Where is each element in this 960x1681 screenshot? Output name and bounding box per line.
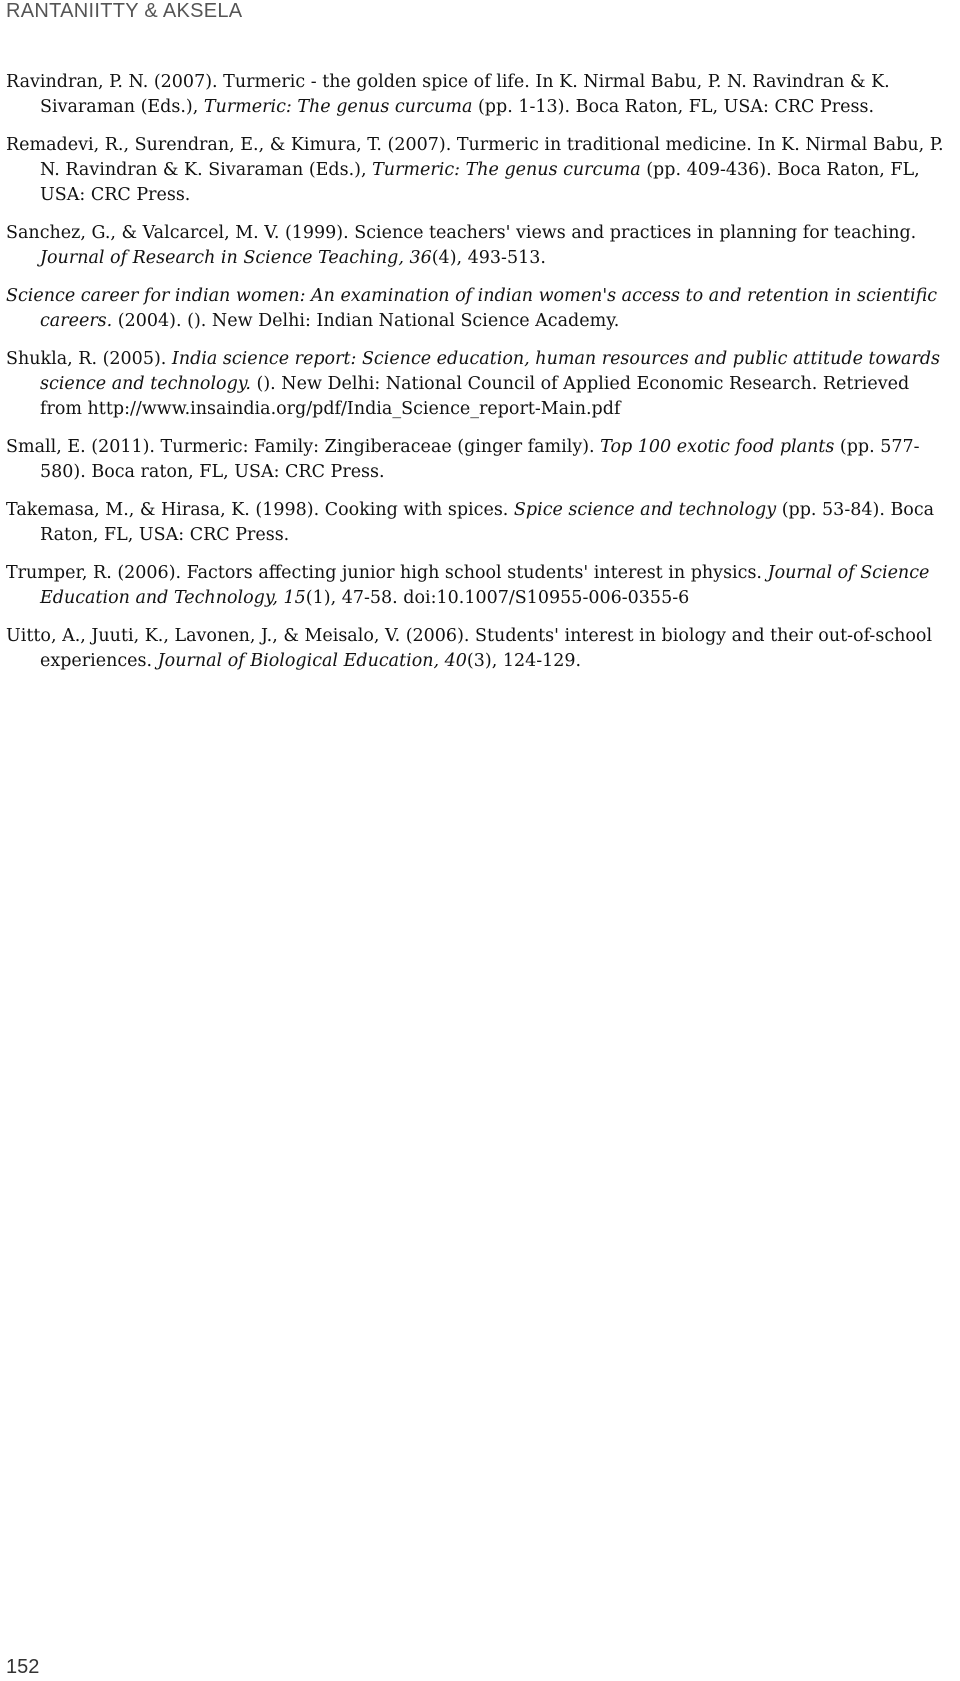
reference-entry	[6, 70, 956, 120]
reference-title: Journal of Research in Science Teaching, 36	[40, 248, 432, 268]
reference-title: India science report: Science education, human resources and public attitude towards science and technology.	[40, 349, 941, 394]
reference-text: (3), 124-129.	[466, 651, 582, 671]
reference-text: (2004). (). New Delhi: Indian National Science Academy.	[112, 311, 620, 331]
reference-text: (pp. 53-84). Boca Raton, FL, USA: CRC Press.	[40, 500, 935, 545]
reference-text: Sanchez, G., & Valcarcel, M. V. (1999). Science teachers' views and practices in planning for teaching.	[6, 223, 917, 243]
reference-entry	[6, 435, 956, 485]
reference-title: Turmeric: The genus curcuma	[372, 160, 641, 180]
reference-entry	[6, 284, 956, 334]
reference-title: Spice science and technology	[513, 500, 777, 520]
reference-text: (pp. 577-580). Boca raton, FL, USA: CRC Press.	[40, 437, 920, 482]
page-number: 152	[6, 1656, 40, 1678]
reference-text: Trumper, R. (2006). Factors affecting junior high school students' interest in physics.	[6, 563, 768, 583]
reference-text: (1), 47-58. doi:10.1007/S10955-006-0355-6	[305, 588, 690, 608]
reference-title: Top 100 exotic food plants	[600, 437, 835, 457]
reference-text: Small, E. (2011). Turmeric: Family: Zingiberaceae (ginger family).	[6, 437, 601, 457]
reference-entry	[6, 498, 956, 548]
reference-text: (pp. 409-436). Boca Raton, FL, USA: CRC Press.	[40, 160, 920, 205]
reference-entry	[6, 221, 956, 271]
reference-text: (). New Delhi: National Council of Applied Economic Research. Retrieved from http://www.insaindia.org/pdf/India_Science_report-Main.pdf	[40, 374, 910, 419]
reference-entry	[6, 347, 956, 422]
reference-entry	[6, 624, 956, 674]
reference-list	[6, 70, 956, 687]
reference-text: (4), 493-513.	[431, 248, 546, 268]
reference-text: Remadevi, R., Surendran, E., & Kimura, T. (2007). Turmeric in traditional medicine. In K. Nirmal Babu, P. N. Ravindran & K. Sivaraman (Eds.),	[6, 135, 944, 180]
running-header: RANTANIITTY & AKSELA	[6, 0, 243, 22]
reference-text: Ravindran, P. N. (2007). Turmeric - the golden spice of life. In K. Nirmal Babu, P. N. Ravindran & K. Sivaraman (Eds.),	[6, 72, 890, 117]
reference-title: Journal of Science Education and Technology, 15	[40, 563, 930, 608]
reference-title: Science career for indian women: An examination of indian women's access to and retention in scientific careers.	[6, 286, 938, 331]
reference-text: Takemasa, M., & Hirasa, K. (1998). Cooking with spices.	[6, 500, 514, 520]
reference-entry	[6, 561, 956, 611]
reference-text: (pp. 1-13). Boca Raton, FL, USA: CRC Press.	[472, 97, 875, 117]
reference-title: Journal of Biological Education, 40	[157, 651, 467, 671]
reference-text: Shukla, R. (2005).	[6, 349, 172, 369]
reference-text: Uitto, A., Juuti, K., Lavonen, J., & Meisalo, V. (2006). Students' interest in biology and their out-of-school experiences.	[6, 626, 933, 671]
reference-entry	[6, 133, 956, 208]
reference-title: Turmeric: The genus curcuma	[203, 97, 473, 117]
